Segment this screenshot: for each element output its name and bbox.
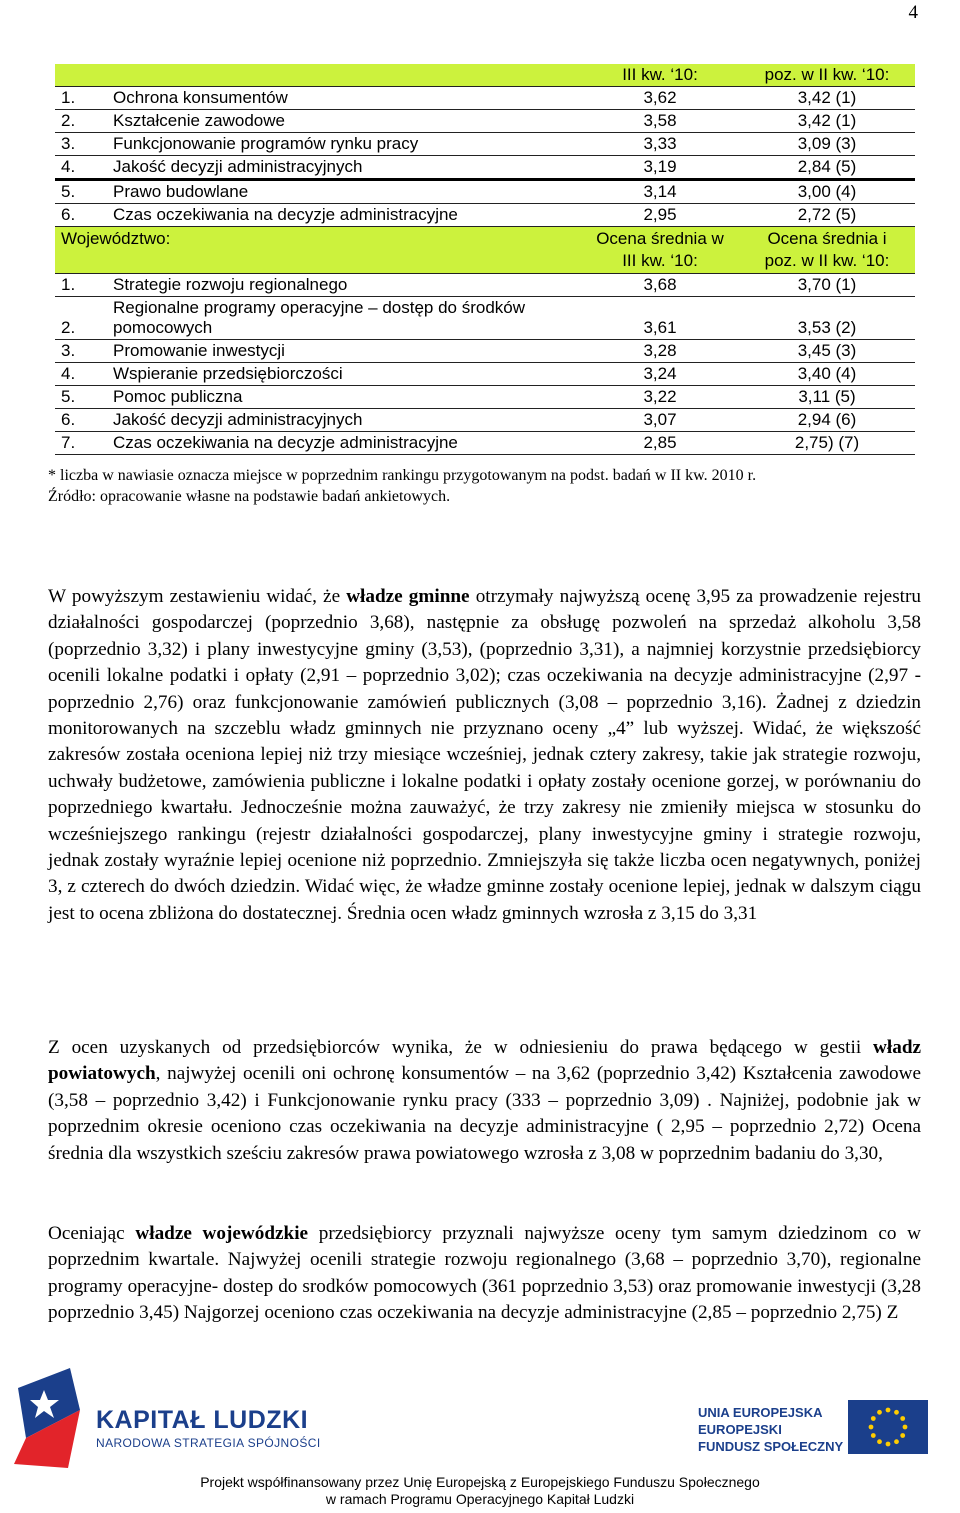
row-number: 3. [55, 340, 109, 363]
row-previous-score: 3,53 (2) [739, 297, 915, 340]
row-current-score: 3,19 [581, 156, 739, 180]
eu-star-icon [894, 1439, 899, 1444]
wojewodztwo-previous-header: Ocena średnia i poz. w II kw. ‘10: [739, 227, 915, 274]
row-label: Funkcjonowanie programów rynku pracy [109, 133, 581, 156]
row-current-score: 2,85 [581, 432, 739, 455]
table-row [55, 432, 915, 455]
row-label: Wspieranie przedsiębiorczości [109, 363, 581, 386]
kapital-ludzki-subtitle: NARODOWA STRATEGIA SPÓJNOŚCI [96, 1436, 321, 1450]
row-current-score: 3,28 [581, 340, 739, 363]
table-row [55, 297, 915, 340]
kapital-ludzki-emblem-icon [8, 1368, 88, 1468]
emphasis-gminne: władze gminne [346, 586, 470, 607]
row-previous-score: 3,00 (4) [739, 180, 915, 204]
row-label: Czas oczekiwania na decyzje administracyjne [109, 204, 581, 227]
wojewodztwo-label: Województwo: [55, 227, 581, 274]
source-note: Źródło: opracowanie własne na podstawie badań ankietowych. [48, 488, 451, 505]
row-label: Czas oczekiwania na decyzje administracyjne [109, 432, 581, 455]
footer-line-1: Projekt współfinansowany przez Unię Europejską z Europejskiego Funduszu Społecznego [200, 1474, 760, 1490]
table-row [55, 204, 915, 227]
row-number: 5. [55, 386, 109, 409]
eu-logo-text: UNIA EUROPEJSKA EUROPEJSKI FUNDUSZ SPOŁECZNY [698, 1405, 844, 1454]
row-number: 6. [55, 204, 109, 227]
row-label: Pomoc publiczna [109, 386, 581, 409]
eu-logo [698, 1400, 948, 1460]
row-current-score: 3,14 [581, 180, 739, 204]
row-current-score: 3,33 [581, 133, 739, 156]
kapital-ludzki-logo [8, 1368, 348, 1468]
header-current-quarter: III kw. ‘10: [581, 64, 739, 87]
table-row [55, 386, 915, 409]
paragraph-gminy: W powyższym zestawieniu widać, że władze gminne otrzymały najwyższą ocenę 3,95 za prowadzenie rejestru działalności gospodarczej (poprzednio 3,68), następnie za obsługę pozwoleń na sprzedaż alkoholu 3,58 (poprzednio 3,32) i plany inwestycyjne gminy (3,53), (poprzednio 3,31), a najmniej korzystnie przedsiębiorcy ocenili lokalne podatki i opłaty (2,91 – poprzednio 3,02); czas oczekiwania na decyzje administracyjne (2,97 - poprzednio 2,76) oraz funkcjonowanie zamówień publicznych (3,08 – poprzednio 3,16). Żadnej z dziedzin monitorowanych na szczeblu władz gminnych nie przyznano oceny „4” lub wyższej. Widać, że większość zakresów została oceniona lepiej niż trzy miesiące wcześniej, jednak cztery zakresy, takie jak strategie rozwoju, uchwały budżetowe, zamówienia publiczne i lokalne podatki i opłaty zostały ocenione gorzej, w porównaniu do poprzedniego kwartału. Jednocześnie można zauważyć, że trzy zakresy nie zmieniły miejsca w stosunku do wcześniejszego rankingu (rejestr działalności gospodarczej, plany inwestycyjne gminy i strategie rozwoju, jednak zostały wyraźnie lepiej ocenione niż poprzednio. Zmniejszyła się także liczba ocen negatywnych, poniżej 3, z czterech do dwóch dziedzin. Widać więc, że władze gminne zostały ocenione lepiej, jednak w dalszym ciągu jest to ocena zbliżona do dostatecznej. Średnia ocen władz gminnych wzrosła z 3,15 do 3,31 [48, 586, 921, 924]
row-previous-score: 3,42 (1) [739, 87, 915, 110]
footnote: * liczba w nawiasie oznacza miejsce w poprzednim rankingu przygotowanym na podst. badań w II kw. 2010 r. [48, 467, 757, 484]
row-previous-score: 3,09 (3) [739, 133, 915, 156]
header-previous-quarter: poz. w II kw. ‘10: [739, 64, 915, 87]
row-label-line: pomocowych [113, 318, 213, 337]
row-number: 6. [55, 409, 109, 432]
eu-star-icon [886, 1442, 891, 1447]
row-previous-score: 3,40 (4) [739, 363, 915, 386]
row-previous-score: 3,42 (1) [739, 110, 915, 133]
table-row [55, 87, 915, 110]
eu-flag-icon [848, 1400, 928, 1454]
table-header-row [55, 64, 915, 87]
row-label: Kształcenie zawodowe [109, 110, 581, 133]
row-current-score: 3,62 [581, 87, 739, 110]
row-number: 2. [55, 297, 109, 340]
row-current-score: 3,22 [581, 386, 739, 409]
row-label-line: Regionalne programy operacyjne – dostęp do środków [113, 298, 526, 317]
row-current-score: 3,24 [581, 363, 739, 386]
row-previous-score: 2,94 (6) [739, 409, 915, 432]
row-current-score: 2,95 [581, 204, 739, 227]
row-previous-score: 3,11 (5) [739, 386, 915, 409]
table-row [55, 180, 915, 204]
eu-star-icon [869, 1425, 874, 1430]
eu-star-icon [871, 1416, 876, 1421]
row-number: 1. [55, 87, 109, 110]
row-previous-score: 2,84 (5) [739, 156, 915, 180]
row-previous-score: 3,70 (1) [739, 274, 915, 297]
row-label [109, 297, 581, 340]
wojewodztwo-header-row [55, 227, 915, 274]
row-current-score: 3,58 [581, 110, 739, 133]
page-number: 4 [908, 2, 918, 23]
row-label: Jakość decyzji administracyjnych [109, 409, 581, 432]
row-number: 1. [55, 274, 109, 297]
wojewodztwo-current-header: Ocena średnia w III kw. ‘10: [581, 227, 739, 274]
row-label: Strategie rozwoju regionalnego [109, 274, 581, 297]
eu-star-icon [894, 1410, 899, 1415]
row-current-score: 3,61 [581, 297, 739, 340]
row-previous-score: 2,72 (5) [739, 204, 915, 227]
row-current-score: 3,07 [581, 409, 739, 432]
table-row [55, 340, 915, 363]
eu-star-icon [900, 1416, 905, 1421]
eu-star-icon [877, 1439, 882, 1444]
row-previous-score: 2,75) (7) [739, 432, 915, 455]
table-row [55, 156, 915, 180]
eu-star-icon [900, 1433, 905, 1438]
eu-star-icon [903, 1425, 908, 1430]
row-current-score: 3,68 [581, 274, 739, 297]
row-number: 2. [55, 110, 109, 133]
row-previous-score: 3,45 (3) [739, 340, 915, 363]
table-row [55, 274, 915, 297]
footer-text [0, 1474, 960, 1508]
row-label: Ochrona konsumentów [109, 87, 581, 110]
eu-star-icon [877, 1410, 882, 1415]
table-row [55, 409, 915, 432]
emphasis-wojewodzkie: władze wojewódzkie [135, 1223, 309, 1244]
row-number: 5. [55, 180, 109, 204]
row-number: 4. [55, 363, 109, 386]
row-label: Prawo budowlane [109, 180, 581, 204]
table-row [55, 363, 915, 386]
row-number: 7. [55, 432, 109, 455]
table-row [55, 133, 915, 156]
row-number: 4. [55, 156, 109, 180]
kapital-ludzki-title: KAPITAŁ LUDZKI [96, 1406, 309, 1434]
table-notes [48, 465, 756, 507]
eu-star-icon [871, 1433, 876, 1438]
paragraph-wojewodztwa: Oceniając władze wojewódzkie przedsiębiorcy przyznali najwyższe oceny tym samym dziedzinom co w poprzednim kwartale. Najwyżej ocenili strategie rozwoju regionalnego (3,68 – poprzednio 3,70), regionalne programy operacyjne- dostep do srodków pomocowych (361 poprzednio 3,53) oraz promowanie inwestycji (3,28 poprzednio 3,45) Najgorzej oceniono czas oczekiwania na decyzje administracyjne (2,85 – poprzednio 2,75) Z [48, 1223, 921, 1324]
footer-line-2: w ramach Programu Operacyjnego Kapitał Ludzki [325, 1491, 635, 1507]
paragraph-powiaty: Z ocen uzyskanych od przedsiębiorców wynika, że w odniesieniu do prawa będącego w gestii władz powiatowych, najwyżej ocenili oni ochronę konsumentów – na 3,62 (poprzednio 3,42) Kształcenia zawodowe (3,58 – poprzednio 3,42) i Funkcjonowanie rynku pracy (333 – poprzednio 3,09) . Najniżej, podobnie jak w poprzednim okresie oceniono czas oczekiwania na decyzje administracyjne ( 2,95 – poprzednio 2,72) Ocena średnia dla wszystkich sześciu zakresów prawa powiatowego wzrosła z 3,08 w poprzednim badaniu do 3,30, [48, 1037, 921, 1164]
row-label: Promowanie inwestycji [109, 340, 581, 363]
table-row [55, 110, 915, 133]
emphasis-powiatowe: władz powiatowych [48, 1037, 921, 1085]
row-label: Jakość decyzji administracyjnych [109, 156, 581, 180]
eu-star-icon [886, 1408, 891, 1413]
row-number: 3. [55, 133, 109, 156]
ranking-table [55, 64, 915, 455]
